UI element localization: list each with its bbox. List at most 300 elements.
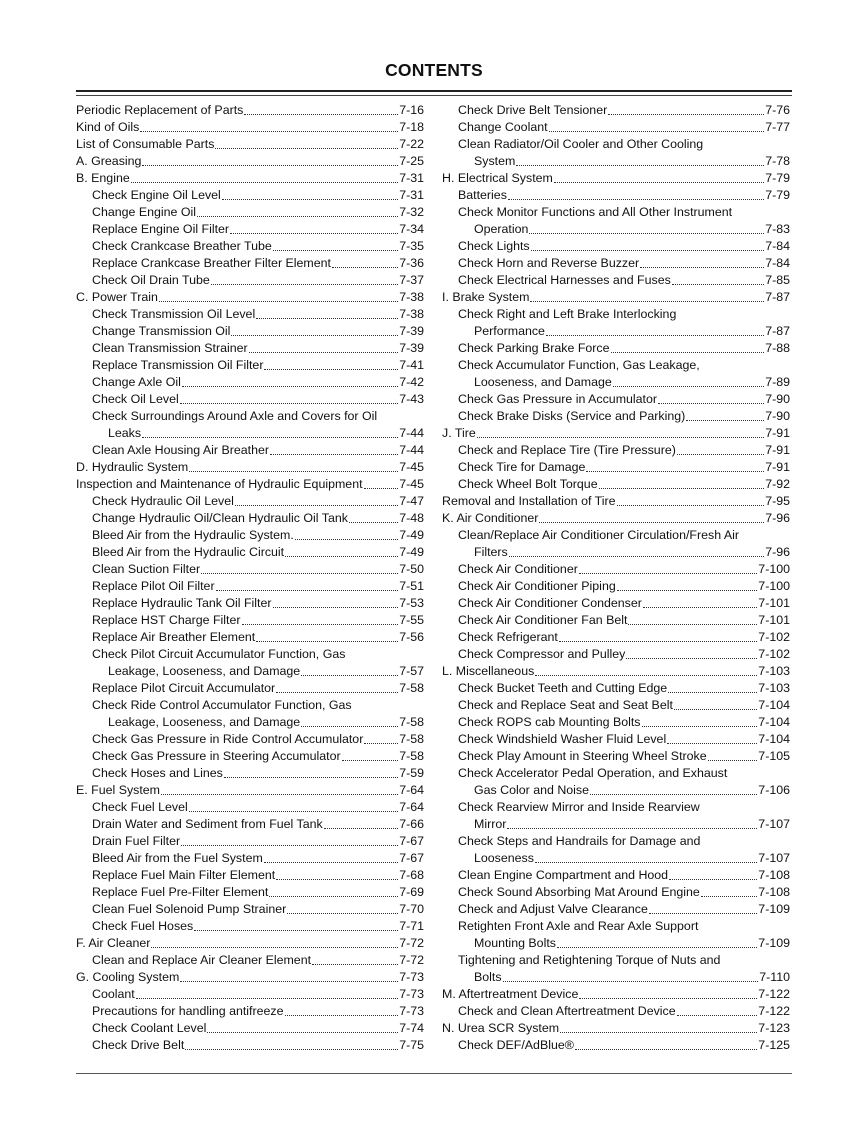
- toc-dot-leader: [649, 904, 757, 914]
- toc-entry-page: 7-92: [765, 477, 790, 491]
- toc-entry-page: 7-123: [758, 1021, 790, 1035]
- toc-entry-title: Check Rearview Mirror and Inside Rearview: [458, 800, 700, 814]
- toc-entry-title: Mounting Bolts: [474, 936, 556, 950]
- toc-entry-title: E. Fuel System: [76, 783, 161, 797]
- toc-entry: [76, 187, 424, 204]
- toc-entry-title: Check Compressor and Pulley: [458, 647, 626, 661]
- toc-entry: [76, 595, 424, 612]
- toc-entry-page: 7-106: [758, 783, 790, 797]
- toc-entry-title: Check Air Conditioner Piping: [458, 579, 616, 593]
- toc-entry-page: 7-100: [758, 562, 790, 576]
- toc-entry-title: Check Bucket Teeth and Cutting Edge: [458, 681, 668, 695]
- toc-entry-title: Check Fuel Level: [92, 800, 188, 814]
- toc-entry-page: 7-110: [759, 970, 790, 984]
- toc-entry-title: Replace Fuel Pre-Filter Element: [92, 885, 269, 899]
- toc-dot-leader: [201, 564, 398, 574]
- toc-entry-page: 7-58: [399, 749, 424, 763]
- toc-entry-title: N. Urea SCR System: [442, 1021, 560, 1035]
- toc-entry-title: Check Steps and Handrails for Damage and: [458, 834, 701, 848]
- toc-dot-leader: [477, 428, 764, 438]
- toc-entry-title: Coolant: [92, 987, 135, 1001]
- toc-entry-title: Gas Color and Noise: [474, 783, 590, 797]
- toc-entry: [442, 476, 790, 493]
- toc-entry: [76, 476, 424, 493]
- toc-entry: [76, 663, 424, 680]
- toc-entry-page: 7-105: [758, 749, 790, 763]
- toc-entry-title: Check ROPS cab Mounting Bolts: [458, 715, 641, 729]
- toc-entry-page: 7-53: [399, 596, 424, 610]
- toc-entry-title: Replace Fuel Main Filter Element: [92, 868, 276, 882]
- toc-entry-title: Check Coolant Level: [92, 1021, 207, 1035]
- toc-entry-page: 7-70: [399, 902, 424, 916]
- toc-entry: [442, 612, 790, 629]
- toc-entry-page: 7-25: [399, 154, 424, 168]
- toc-entry-title: Performance: [474, 324, 545, 338]
- toc-entry-title: Change Engine Oil: [92, 205, 197, 219]
- toc-entry-page: 7-51: [399, 579, 424, 593]
- toc-entry-title: I. Brake System: [442, 290, 530, 304]
- toc-entry-title: Leakage, Looseness, and Damage: [108, 664, 301, 678]
- toc-entry: [442, 646, 790, 663]
- toc-entry-title: Tightening and Retightening Torque of Nuts and: [458, 953, 721, 967]
- toc-entry: [442, 782, 790, 799]
- toc-entry: [76, 816, 424, 833]
- toc-entry: [76, 799, 424, 816]
- toc-entry: [442, 408, 790, 425]
- toc-dot-leader: [324, 819, 398, 829]
- toc-dot-leader: [276, 870, 398, 880]
- toc-entry: [442, 969, 790, 986]
- toc-entry-title: Check Air Conditioner Condenser: [458, 596, 642, 610]
- toc-entry: [442, 935, 790, 952]
- toc-entry-title: Replace Crankcase Breather Filter Element: [92, 256, 331, 270]
- toc-entry-title: Check Drive Belt Tensioner: [458, 103, 608, 117]
- toc-entry: [442, 1037, 790, 1054]
- toc-entry-title: Check Wheel Bolt Torque: [458, 477, 598, 491]
- toc-entry-title: L. Miscellaneous: [442, 664, 535, 678]
- toc-entry-page: 7-103: [758, 681, 790, 695]
- toc-entry-title: Replace Pilot Oil Filter: [92, 579, 215, 593]
- toc-entry-title: Check and Replace Seat and Seat Belt: [458, 698, 673, 712]
- toc-entry: [442, 799, 790, 816]
- toc-entry-page: 7-100: [758, 579, 790, 593]
- toc-entry: [76, 680, 424, 697]
- toc-entry: [442, 680, 790, 697]
- toc-entry-title: Clean Engine Compartment and Hood: [458, 868, 669, 882]
- toc-dot-leader: [312, 955, 398, 965]
- toc-entry: [442, 374, 790, 391]
- toc-entry-title: J. Tire: [442, 426, 476, 440]
- toc-dot-leader: [342, 751, 399, 761]
- toc-dot-leader: [185, 1040, 398, 1050]
- toc-entry-title: Check Electrical Harnesses and Fuses: [458, 273, 671, 287]
- toc-dot-leader: [554, 173, 764, 183]
- toc-entry: [76, 340, 424, 357]
- toc-entry: [76, 748, 424, 765]
- toc-entry-title: Check and Replace Tire (Tire Pressure): [458, 443, 676, 457]
- toc-entry-title: Check Surroundings Around Axle and Covers for Oil: [92, 409, 378, 423]
- toc-entry-title: Check Engine Oil Level: [92, 188, 221, 202]
- toc-dot-leader: [507, 819, 757, 829]
- toc-entry-title: Check Gas Pressure in Steering Accumulator: [92, 749, 341, 763]
- toc-entry-title: Drain Water and Sediment from Fuel Tank: [92, 817, 323, 831]
- toc-dot-leader: [557, 938, 757, 948]
- toc-entry-page: 7-47: [399, 494, 424, 508]
- toc-dot-leader: [189, 462, 398, 472]
- toc-entry-page: 7-73: [399, 1004, 424, 1018]
- toc-entry-page: 7-95: [765, 494, 790, 508]
- toc-entry: [76, 238, 424, 255]
- toc-entry: [76, 833, 424, 850]
- toc-entry-page: 7-102: [758, 630, 790, 644]
- toc-entry: [442, 544, 790, 561]
- toc-dot-leader: [364, 479, 399, 489]
- toc-dot-leader: [182, 377, 398, 387]
- toc-dot-leader: [285, 1006, 399, 1016]
- toc-entry-title: G. Cooling System: [76, 970, 180, 984]
- toc-entry: [76, 102, 424, 119]
- toc-dot-leader: [674, 700, 757, 710]
- toc-entry-page: 7-91: [765, 426, 790, 440]
- toc-entry-title: Check Crankcase Breather Tube: [92, 239, 272, 253]
- toc-entry-page: 7-31: [399, 188, 424, 202]
- toc-dot-leader: [131, 173, 398, 183]
- toc-entry-page: 7-79: [765, 171, 790, 185]
- toc-entry: [442, 595, 790, 612]
- toc-entry-title: Bolts: [474, 970, 502, 984]
- toc-entry-page: 7-71: [399, 919, 424, 933]
- toc-entry-title: D. Hydraulic System: [76, 460, 189, 474]
- toc-entry-page: 7-39: [399, 341, 424, 355]
- toc-entry: [76, 272, 424, 289]
- toc-entry-title: Change Transmission Oil: [92, 324, 231, 338]
- toc-entry: [76, 221, 424, 238]
- toc-entry: [442, 289, 790, 306]
- toc-entry-title: K. Air Conditioner: [442, 511, 539, 525]
- toc-entry-title: Clean Axle Housing Air Breather: [92, 443, 270, 457]
- toc-dot-leader: [216, 581, 399, 591]
- toc-entry: [442, 442, 790, 459]
- toc-entry-title: Looseness: [474, 851, 534, 865]
- toc-entry-page: 7-78: [765, 154, 790, 168]
- toc-dot-leader: [677, 445, 764, 455]
- toc-dot-leader: [180, 972, 398, 982]
- toc-dot-leader: [579, 564, 757, 574]
- toc-entry-page: 7-59: [399, 766, 424, 780]
- toc-entry-title: Check Ride Control Accumulator Function, Gas: [92, 698, 352, 712]
- toc-entry-page: 7-90: [765, 409, 790, 423]
- toc-entry: [76, 306, 424, 323]
- toc-entry-page: 7-68: [399, 868, 424, 882]
- toc-dot-leader: [579, 989, 757, 999]
- toc-entry: [442, 731, 790, 748]
- toc-entry-page: 7-75: [399, 1038, 424, 1052]
- toc-entry: [76, 578, 424, 595]
- toc-dot-leader: [590, 785, 757, 795]
- toc-entry: [442, 425, 790, 442]
- toc-dot-leader: [140, 122, 398, 132]
- toc-entry-page: 7-43: [399, 392, 424, 406]
- toc-entry-page: 7-84: [765, 256, 790, 270]
- toc-entry-title: Replace Engine Oil Filter: [92, 222, 230, 236]
- toc-entry-page: 7-84: [765, 239, 790, 253]
- toc-entry: [76, 918, 424, 935]
- toc-entry-title: Removal and Installation of Tire: [442, 494, 616, 508]
- toc-entry: [442, 340, 790, 357]
- toc-entry-page: 7-64: [399, 783, 424, 797]
- toc-entry-page: 7-56: [399, 630, 424, 644]
- toc-dot-leader: [197, 207, 398, 217]
- toc-entry-title: Batteries: [458, 188, 507, 202]
- toc-dot-leader: [207, 1023, 398, 1033]
- toc-entry: [76, 714, 424, 731]
- toc-entry-page: 7-77: [765, 120, 790, 134]
- toc-entry-page: 7-34: [399, 222, 424, 236]
- toc-dot-leader: [667, 734, 757, 744]
- toc-entry-page: 7-103: [758, 664, 790, 678]
- toc-entry: [76, 408, 424, 425]
- toc-entry-title: Check Refrigerant: [458, 630, 558, 644]
- toc-column-left: [76, 102, 424, 1054]
- toc-entry: [442, 867, 790, 884]
- toc-entry-title: Check Transmission Oil Level: [92, 307, 256, 321]
- toc-dot-leader: [142, 156, 398, 166]
- toc-entry-title: Clean Fuel Solenoid Pump Strainer: [92, 902, 287, 916]
- toc-dot-leader: [264, 853, 398, 863]
- toc-dot-leader: [531, 241, 765, 251]
- toc-entry-page: 7-22: [399, 137, 424, 151]
- toc-dot-leader: [249, 343, 399, 353]
- toc-entry: [442, 459, 790, 476]
- toc-dot-leader: [269, 887, 398, 897]
- toc-entry: [442, 561, 790, 578]
- toc-entry-title: Leaks: [108, 426, 142, 440]
- toc-dot-leader: [287, 904, 398, 914]
- toc-entry: [76, 1037, 424, 1054]
- toc-entry: [442, 136, 790, 153]
- toc-entry: [442, 850, 790, 867]
- toc-dot-leader: [503, 972, 759, 982]
- toc-entry-title: Replace Hydraulic Tank Oil Filter: [92, 596, 272, 610]
- toc-dot-leader: [231, 326, 398, 336]
- toc-dot-leader: [142, 428, 398, 438]
- toc-entry-title: Change Hydraulic Oil/Clean Hydraulic Oil Tank: [92, 511, 348, 525]
- toc-entry: [76, 170, 424, 187]
- toc-entry: [76, 850, 424, 867]
- toc-entry-title: H. Electrical System: [442, 171, 553, 185]
- toc-entry: [76, 204, 424, 221]
- toc-entry-page: 7-38: [399, 307, 424, 321]
- toc-entry: [442, 510, 790, 527]
- toc-entry-title: Check Oil Drain Tube: [92, 273, 210, 287]
- toc-entry-title: List of Consumable Parts: [76, 137, 215, 151]
- toc-dot-leader: [516, 156, 764, 166]
- header-rule: [76, 90, 792, 92]
- toc-dot-leader: [677, 1006, 758, 1016]
- toc-dot-leader: [530, 292, 764, 302]
- toc-dot-leader: [642, 717, 758, 727]
- toc-entry-title: A. Greasing: [76, 154, 142, 168]
- toc-entry-title: Mirror: [474, 817, 507, 831]
- toc-entry: [442, 306, 790, 323]
- toc-entry-title: Leakage, Looseness, and Damage: [108, 715, 301, 729]
- toc-entry-page: 7-58: [399, 732, 424, 746]
- toc-dot-leader: [159, 292, 398, 302]
- toc-entry-page: 7-107: [758, 817, 790, 831]
- toc-entry: [442, 901, 790, 918]
- toc-entry-title: Check DEF/AdBlue®: [458, 1038, 574, 1052]
- toc-entry-title: Check Accumulator Function, Gas Leakage,: [458, 358, 700, 372]
- toc-entry-page: 7-109: [758, 936, 790, 950]
- toc-entry-page: 7-101: [758, 613, 790, 627]
- toc-dot-leader: [285, 547, 398, 557]
- toc-dot-leader: [586, 462, 764, 472]
- toc-entry-page: 7-18: [399, 120, 424, 134]
- toc-entry-page: 7-72: [399, 953, 424, 967]
- toc-entry-page: 7-73: [399, 987, 424, 1001]
- toc-entry: [442, 765, 790, 782]
- toc-entry-page: 7-101: [758, 596, 790, 610]
- toc-entry: [442, 527, 790, 544]
- toc-entry-page: 7-49: [399, 528, 424, 542]
- toc-entry: [442, 187, 790, 204]
- toc-entry: [442, 663, 790, 680]
- toc-dot-leader: [708, 751, 758, 761]
- toc-entry: [76, 255, 424, 272]
- toc-entry-page: 7-102: [758, 647, 790, 661]
- toc-dot-leader: [669, 870, 757, 880]
- toc-entry-page: 7-108: [758, 868, 790, 882]
- toc-entry: [442, 986, 790, 1003]
- toc-entry-page: 7-55: [399, 613, 424, 627]
- toc-dot-leader: [559, 632, 757, 642]
- toc-entry-title: Replace Pilot Circuit Accumulator: [92, 681, 276, 695]
- toc-entry-page: 7-64: [399, 800, 424, 814]
- toc-dot-leader: [668, 683, 757, 693]
- toc-entry-title: Check Gas Pressure in Ride Control Accumulator: [92, 732, 364, 746]
- toc-dot-leader: [613, 377, 764, 387]
- toc-dot-leader: [535, 853, 757, 863]
- toc-entry: [442, 255, 790, 272]
- toc-entry: [76, 561, 424, 578]
- toc-dot-leader: [136, 989, 398, 999]
- toc-entry-page: 7-69: [399, 885, 424, 899]
- toc-dot-leader: [151, 938, 398, 948]
- toc-entry-title: Precautions for handling antifreeze: [92, 1004, 284, 1018]
- toc-entry-title: F. Air Cleaner: [76, 936, 151, 950]
- toc-entry: [76, 969, 424, 986]
- toc-entry: [76, 952, 424, 969]
- toc-entry: [76, 544, 424, 561]
- toc-dot-leader: [549, 122, 765, 132]
- toc-entry-title: Check Parking Brake Force: [458, 341, 610, 355]
- toc-dot-leader: [211, 275, 398, 285]
- toc-entry-title: Inspection and Maintenance of Hydraulic Equipment: [76, 477, 363, 491]
- header-rule-thin: [76, 95, 792, 96]
- toc-dot-leader: [222, 190, 398, 200]
- toc-entry: [76, 1003, 424, 1020]
- toc-entry-title: Check Fuel Hoses: [92, 919, 194, 933]
- toc-entry-page: 7-39: [399, 324, 424, 338]
- toc-entry: [76, 782, 424, 799]
- toc-entry-title: Clean/Replace Air Conditioner Circulation/Fresh Air: [458, 528, 739, 542]
- toc-entry-title: Replace Transmission Oil Filter: [92, 358, 264, 372]
- toc-entry-title: Check Oil Level: [92, 392, 179, 406]
- toc-entry: [442, 748, 790, 765]
- toc-dot-leader: [560, 1023, 757, 1033]
- toc-entry: [442, 918, 790, 935]
- toc-entry: [442, 884, 790, 901]
- toc-entry-page: 7-45: [399, 477, 424, 491]
- toc-dot-leader: [264, 360, 398, 370]
- toc-entry-page: 7-58: [399, 681, 424, 695]
- toc-dot-leader: [364, 734, 398, 744]
- toc-entry: [442, 238, 790, 255]
- toc-entry: [442, 1020, 790, 1037]
- toc-entry-page: 7-104: [758, 698, 790, 712]
- toc-entry: [76, 646, 424, 663]
- toc-dot-leader: [189, 802, 398, 812]
- toc-entry-title: C. Power Train: [76, 290, 158, 304]
- toc-entry-page: 7-67: [399, 834, 424, 848]
- toc-entry-title: Check Monitor Functions and All Other Instrument: [458, 205, 733, 219]
- toc-entry: [442, 272, 790, 289]
- toc-entry-title: Check Air Conditioner Fan Belt: [458, 613, 628, 627]
- toc-entry-title: Bleed Air from the Hydraulic System.: [92, 528, 294, 542]
- toc-entry-page: 7-122: [758, 1004, 790, 1018]
- toc-entry-page: 7-44: [399, 443, 424, 457]
- toc-entry: [76, 697, 424, 714]
- toc-dot-leader: [575, 1040, 757, 1050]
- toc-dot-leader: [270, 445, 398, 455]
- toc-entry-title: Bleed Air from the Fuel System: [92, 851, 263, 865]
- toc-entry-page: 7-66: [399, 817, 424, 831]
- toc-entry-page: 7-107: [758, 851, 790, 865]
- toc-entry-title: Clean Suction Filter: [92, 562, 201, 576]
- toc-entry: [76, 357, 424, 374]
- toc-entry-page: 7-108: [758, 885, 790, 899]
- toc-dot-leader: [273, 598, 399, 608]
- toc-dot-leader: [215, 139, 398, 149]
- toc-entry-page: 7-32: [399, 205, 424, 219]
- toc-entry: [76, 1020, 424, 1037]
- toc-entry: [442, 697, 790, 714]
- toc-entry: [442, 493, 790, 510]
- toc-entry-page: 7-35: [399, 239, 424, 253]
- toc-entry: [76, 153, 424, 170]
- toc-entry-title: Check Hoses and Lines: [92, 766, 223, 780]
- toc-entry-page: 7-104: [758, 715, 790, 729]
- toc-entry-title: Check Sound Absorbing Mat Around Engine: [458, 885, 700, 899]
- toc-entry: [76, 374, 424, 391]
- toc-entry-page: 7-50: [399, 562, 424, 576]
- toc-dot-leader: [672, 275, 764, 285]
- toc-entry-page: 7-16: [399, 103, 424, 117]
- toc-entry: [76, 884, 424, 901]
- toc-entry: [76, 323, 424, 340]
- toc-entry-title: Check Tire for Damage: [458, 460, 586, 474]
- toc-entry-title: Check Pilot Circuit Accumulator Function, Gas: [92, 647, 346, 661]
- toc-entry-title: Check Lights: [458, 239, 530, 253]
- toc-entry-title: Check and Adjust Valve Clearance: [458, 902, 648, 916]
- toc-entry-page: 7-96: [765, 511, 790, 525]
- toc-entry-page: 7-42: [399, 375, 424, 389]
- footer-rule: [76, 1073, 792, 1074]
- toc-dot-leader: [539, 513, 764, 523]
- toc-entry-title: Check Drive Belt: [92, 1038, 185, 1052]
- toc-entry-page: 7-48: [399, 511, 424, 525]
- toc-entry: [442, 357, 790, 374]
